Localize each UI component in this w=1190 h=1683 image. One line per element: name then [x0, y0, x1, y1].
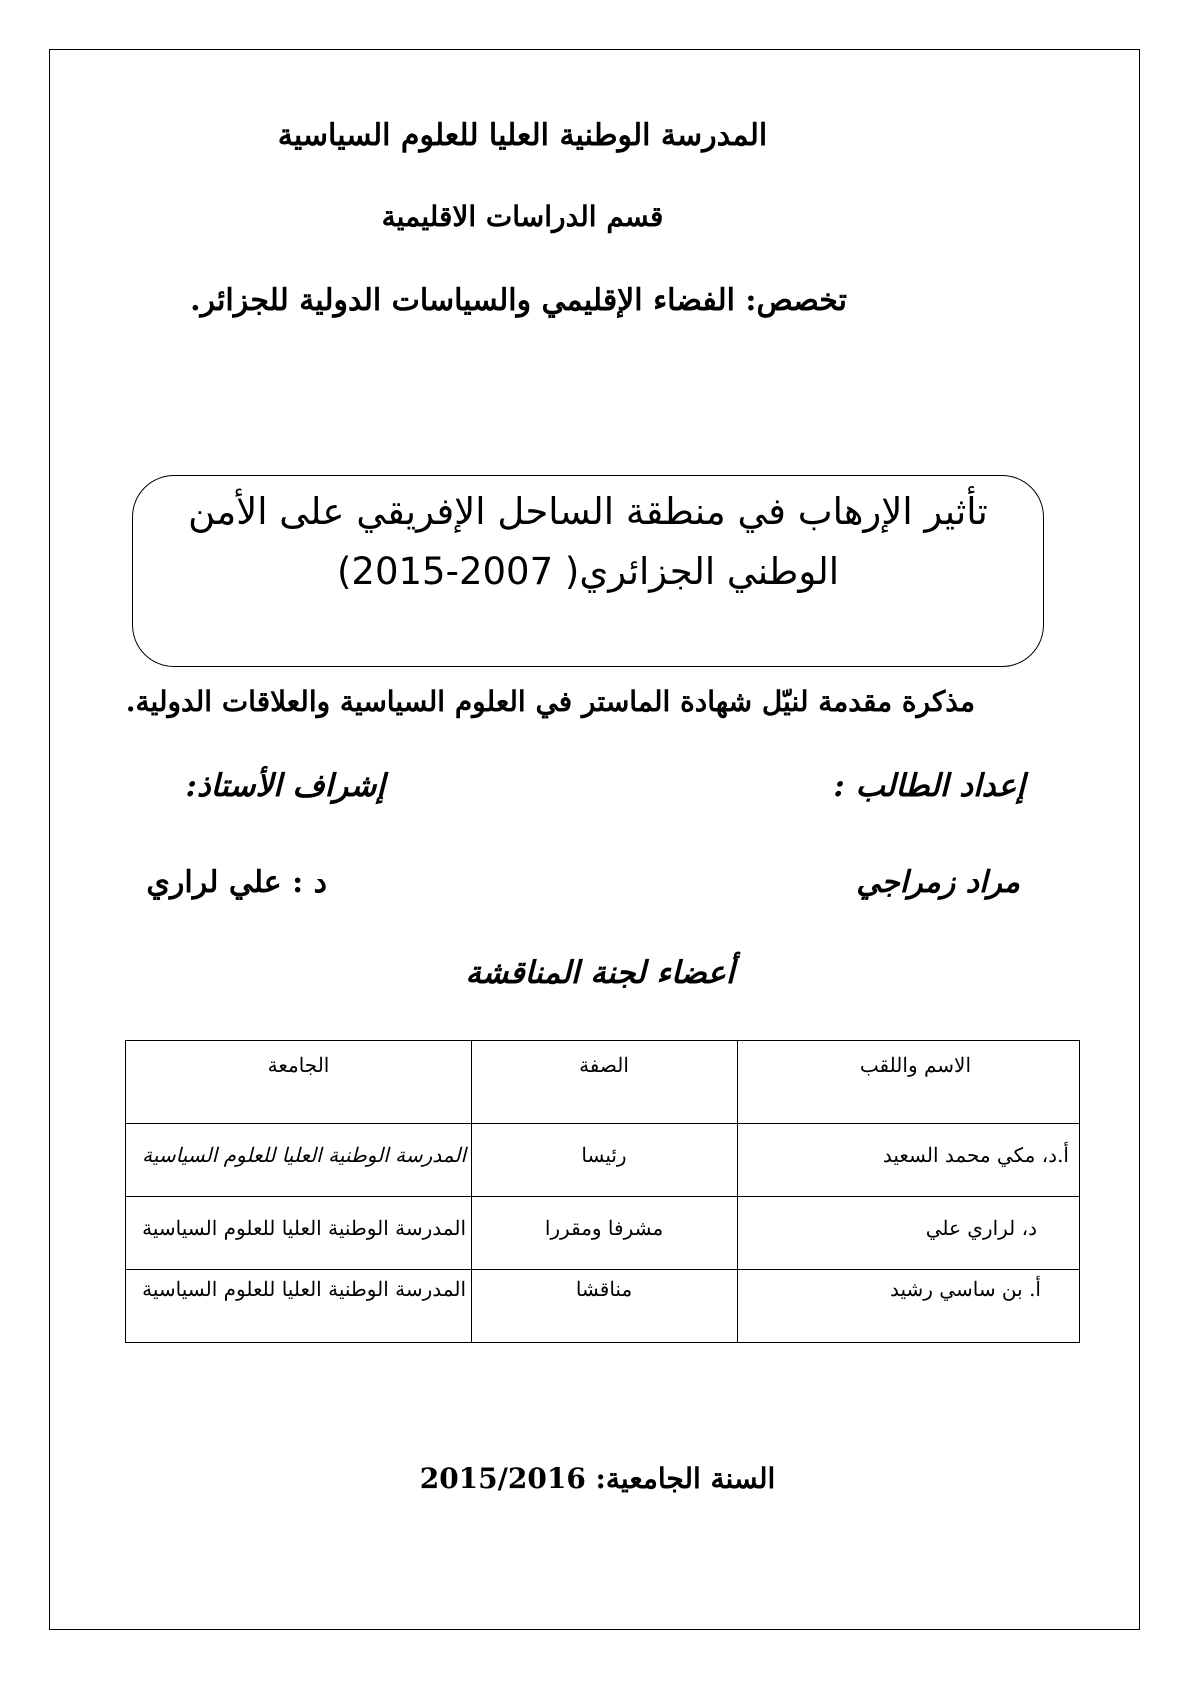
degree-statement: مذكرة مقدمة لنيّل شهادة الماستر في العلوم السياسية والعلاقات الدولية.: [125, 685, 975, 718]
committee-table: [125, 1040, 1080, 1343]
table-header-name: الاسم واللقب: [859, 1053, 971, 1077]
member-role: مشرفا ومقررا: [544, 1216, 664, 1240]
member-name: أ.د، مكي محمد السعيد: [882, 1143, 1069, 1167]
student-name: مراد زمراجي: [856, 865, 1020, 900]
thesis-title-line-2: الوطني الجزائري( 2007-2015): [336, 550, 840, 593]
table-row-divider: [126, 1196, 1079, 1197]
specialty-line: تخصص: الفضاء الإقليمي والسياسات الدولية للجزائر.: [190, 283, 847, 318]
table-header-university: الجامعة: [267, 1053, 330, 1077]
member-name: أ. بن ساسي رشيد: [889, 1277, 1041, 1301]
member-role: مناقشا: [575, 1277, 633, 1301]
thesis-title-line-1: تأثير الإرهاب في منطقة الساحل الإفريقي على الأمن: [188, 490, 988, 533]
table-header-role: الصفة: [579, 1053, 629, 1077]
table-row-divider: [126, 1269, 1079, 1270]
school-name: المدرسة الوطنية العليا للعلوم السياسية: [277, 118, 768, 153]
department-name: قسم الدراسات الاقليمية: [381, 200, 664, 233]
table-column-divider: [737, 1041, 738, 1342]
member-role: رئيسا: [581, 1143, 627, 1167]
table-row-divider: [126, 1123, 1079, 1124]
supervisor-name: د : علي لراري: [146, 865, 327, 900]
member-university: المدرسة الوطنية العليا للعلوم السياسية: [142, 1277, 466, 1301]
member-university: المدرسة الوطنية العليا للعلوم السياسية: [142, 1143, 466, 1167]
prepared-by-label: إعداد الطالب :: [833, 768, 1025, 804]
thesis-title-box: [132, 475, 1044, 667]
academic-year: السنة الجامعية: 2015/2016: [419, 1462, 776, 1495]
member-university: المدرسة الوطنية العليا للعلوم السياسية: [142, 1216, 466, 1240]
committee-heading: أعضاء لجنة المناقشة: [465, 955, 735, 991]
member-name: د، لراري علي: [925, 1216, 1037, 1240]
supervision-label: إشراف الأستاذ:: [185, 768, 385, 804]
